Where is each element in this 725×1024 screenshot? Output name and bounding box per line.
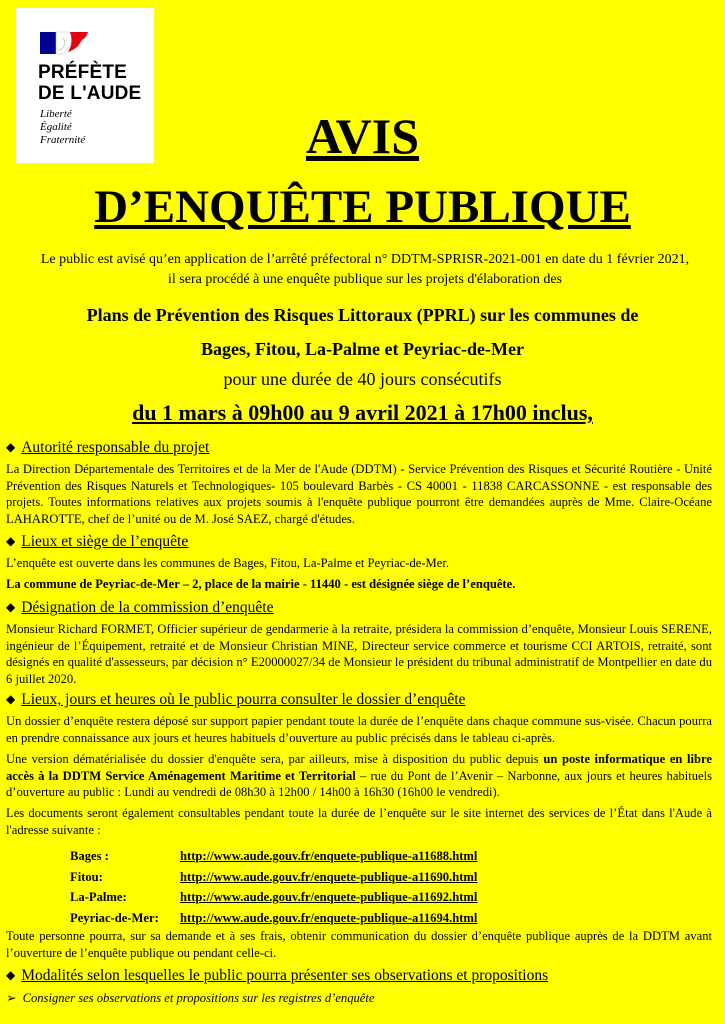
- section-authority-heading: ◆ Autorité responsable du projet: [6, 439, 210, 456]
- diamond-bullet-icon: ◆: [6, 534, 16, 548]
- enquiry-dates: du 1 mars à 09h00 au 9 avril 2021 à 17h00 inclus,: [132, 400, 593, 425]
- plans-heading: [0, 298, 725, 366]
- arrow-bullet-icon: ➢: [6, 991, 17, 1005]
- website-link-peyriac-de-mer[interactable]: http://www.aude.gouv.fr/enquete-publique-a11694.html: [180, 910, 478, 925]
- section-consult-heading: ◆ Lieux, jours et heures où le public pourra consulter le dossier d’enquête: [6, 691, 466, 708]
- list-item: Bages : http://www.aude.gouv.fr/enquete-publique-a11688.html: [70, 846, 570, 867]
- commission-paragraph: Monsieur Richard FORMET, Officier supérieur de gendarmerie à la retraite, présidera la commission d’enquête, Monsieur Louis SERENE, ingénieur de l’Équipement, retraité et de Monsieur Christian MINE, Directeur service commerce et tourisme CCI ARTOIS, retraité, sont désignés en qualité d'assesseurs, par décision n° E20000027/34 de Monsieur le président du tribunal administratif de Montpellier en date du 6 juillet 2020.: [6, 622, 712, 686]
- website-link-fitou[interactable]: http://www.aude.gouv.fr/enquete-publique-a11690.html: [180, 869, 478, 884]
- website-list: [70, 846, 570, 928]
- places-paragraph: L’enquête est ouverte dans les communes de Bages, Fitou, La-Palme et Peyriac-de-Mer.: [6, 556, 449, 570]
- section-places-heading: ◆ Lieux et siège de l’enquête: [6, 533, 189, 550]
- intro-paragraph: Le public est avisé qu’en application de l’arrêté préfectoral n° DDTM-SPRISR-2021-001 en date du 1 février 2021, il sera procédé à une enquête publique sur les projets d'élaboration des: [40, 252, 690, 287]
- diamond-bullet-icon: ◆: [6, 692, 16, 706]
- observations-item: ➢ Consigner ses observations et propositions sur les registres d’enquête: [6, 991, 375, 1005]
- list-item: Fitou: http://www.aude.gouv.fr/enquete-publique-a11690.html: [70, 867, 570, 888]
- section-commission-heading: ◆ Désignation de la commission d’enquête: [6, 599, 274, 616]
- motto-fraternite: Fraternité: [40, 134, 86, 146]
- diamond-bullet-icon: ◆: [6, 968, 16, 982]
- diamond-bullet-icon: ◆: [6, 440, 16, 454]
- prefecture-name-line2: DE L'AUDE: [38, 83, 142, 104]
- website-link-bages[interactable]: http://www.aude.gouv.fr/enquete-publique-a11688.html: [180, 849, 478, 863]
- plans-line2: Bages, Fitou, La-Palme et Peyriac-de-Mer: [201, 339, 524, 359]
- authority-paragraph: La Direction Départementale des Territoires et de la Mer de l'Aude (DDTM) - Service Prévention des Risques et Sécurité Routière - Unité Prévention des Risques Naturels et Technologiques- 105 boulevard Barbès - CS 40001 - 11838 CARCASSONNE - est responsable des projets. Toutes informations relatives aux projets soumis à l'enquête publique pourront être demandées auprès de Mme. Claire-Océane LAHAROTTE, chef de l’unité ou de M. José SAEZ, chargé d'études.: [6, 462, 712, 526]
- places-siege-paragraph: La commune de Peyriac-de-Mer – 2, place de la mairie - 11440 - est désignée siège de l’enquête.: [6, 577, 516, 591]
- section-observations-heading: ◆ Modalités selon lesquelles le public pourra présenter ses observations et propositions: [6, 967, 549, 984]
- marianne-flag-icon: [40, 26, 94, 58]
- motto-liberte: Liberté: [40, 108, 72, 120]
- website-link-la-palme[interactable]: http://www.aude.gouv.fr/enquete-publique-a11692.html: [180, 890, 478, 904]
- consult-digital-paragraph: Une version dématérialisée du dossier d'enquête sera, par ailleurs, mise à disposition du public depuis un poste informatique en libre accès à la DDTM Service Aménagement Maritime et Territorial – rue du Pont de l’Avenir – Narbonne, aux jours et heures habituels d’ouverture au public : Lundi au vendredi de 08h30 à 12h00 / 14h00 à 16h30 (16h00 le vendredi).: [6, 752, 712, 799]
- motto-egalite: Égalité: [40, 121, 72, 133]
- diamond-bullet-icon: ◆: [6, 600, 16, 614]
- title-enquete-publique: D’ENQUÊTE PUBLIQUE: [94, 181, 631, 233]
- duration-text: pour une durée de 40 jours consécutifs: [223, 369, 502, 389]
- prefecture-name: [38, 62, 158, 104]
- prefecture-name-line1: PRÉFÈTE: [38, 62, 128, 83]
- consult-website-paragraph: Les documents seront également consultables pendant toute la durée de l’enquête sur le site internet des services de l’État dans l'Aude à l'adresse suivante :: [6, 806, 712, 837]
- title-avis: AVIS: [305, 108, 420, 164]
- list-item: Peyriac-de-Mer: http://www.aude.gouv.fr/enquete-publique-a11694.html: [70, 908, 570, 929]
- communication-paragraph: Toute personne pourra, sur sa demande et à ses frais, obtenir communication du dossier d’enquête publique auprès de la DDTM avant l’ouverture de l’enquête publique ou pendant celle-ci.: [6, 929, 712, 960]
- plans-line1: Plans de Prévention des Risques Littoraux (PPRL) sur les communes de: [86, 305, 639, 325]
- consult-paper-paragraph: Un dossier d’enquête restera déposé sur support papier pendant toute la durée de l’enquête dans chaque commune sus-visée. Chacun pourra en prendre connaissance aux jours et heures habituels d’ouverture au public précisés dans le tableau ci-après.: [6, 714, 712, 745]
- list-item: La-Palme: http://www.aude.gouv.fr/enquete-publique-a11692.html: [70, 887, 570, 908]
